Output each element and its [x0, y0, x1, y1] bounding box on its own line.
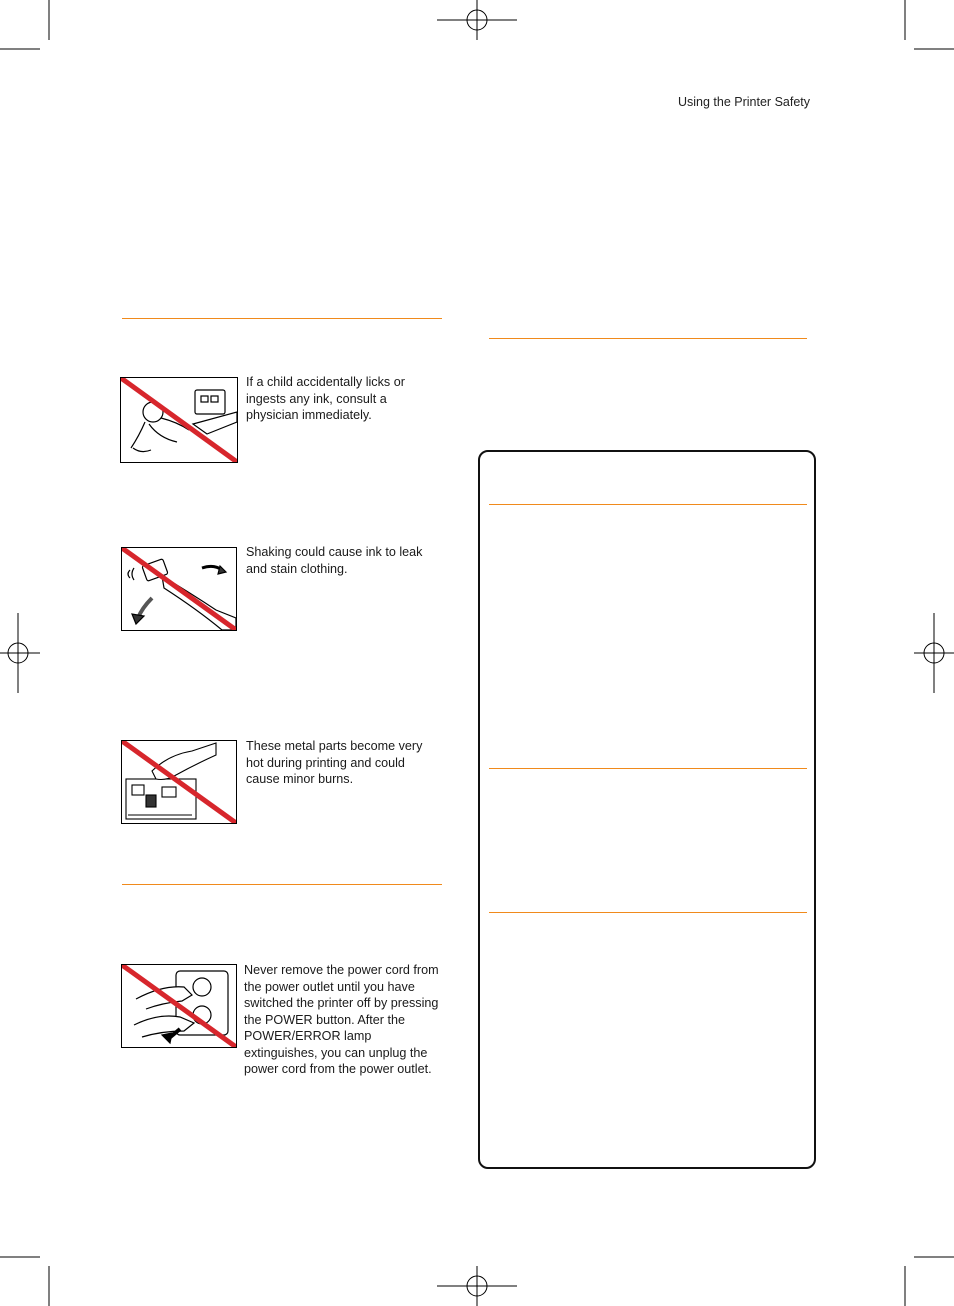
sidebar-box	[478, 450, 816, 1169]
child-prohibited-icon	[120, 377, 238, 463]
running-header: Using the Printer Safety	[678, 95, 811, 109]
hot-parts-prohibited-icon	[121, 740, 237, 824]
warning-text: If a child accidentally licks or ingests any ink, consult a physician immediately.	[246, 375, 405, 422]
unplug-prohibited-icon	[121, 964, 237, 1048]
warning-text: Shaking could cause ink to leak and stain clothing.	[246, 545, 423, 576]
warning-text: These metal parts become very hot during printing and could cause minor burns.	[246, 739, 423, 786]
shaking-prohibited-icon	[121, 547, 237, 631]
section-rule	[122, 318, 442, 319]
warning-text: Never remove the power cord from the power outlet until you have switched the printer off by pressing the POWER button. After the POWER/ERROR lamp extinguishes, you can unplug the power cord from the power outlet.	[244, 963, 439, 1076]
section-rule	[489, 338, 807, 339]
section-rule	[122, 884, 442, 885]
